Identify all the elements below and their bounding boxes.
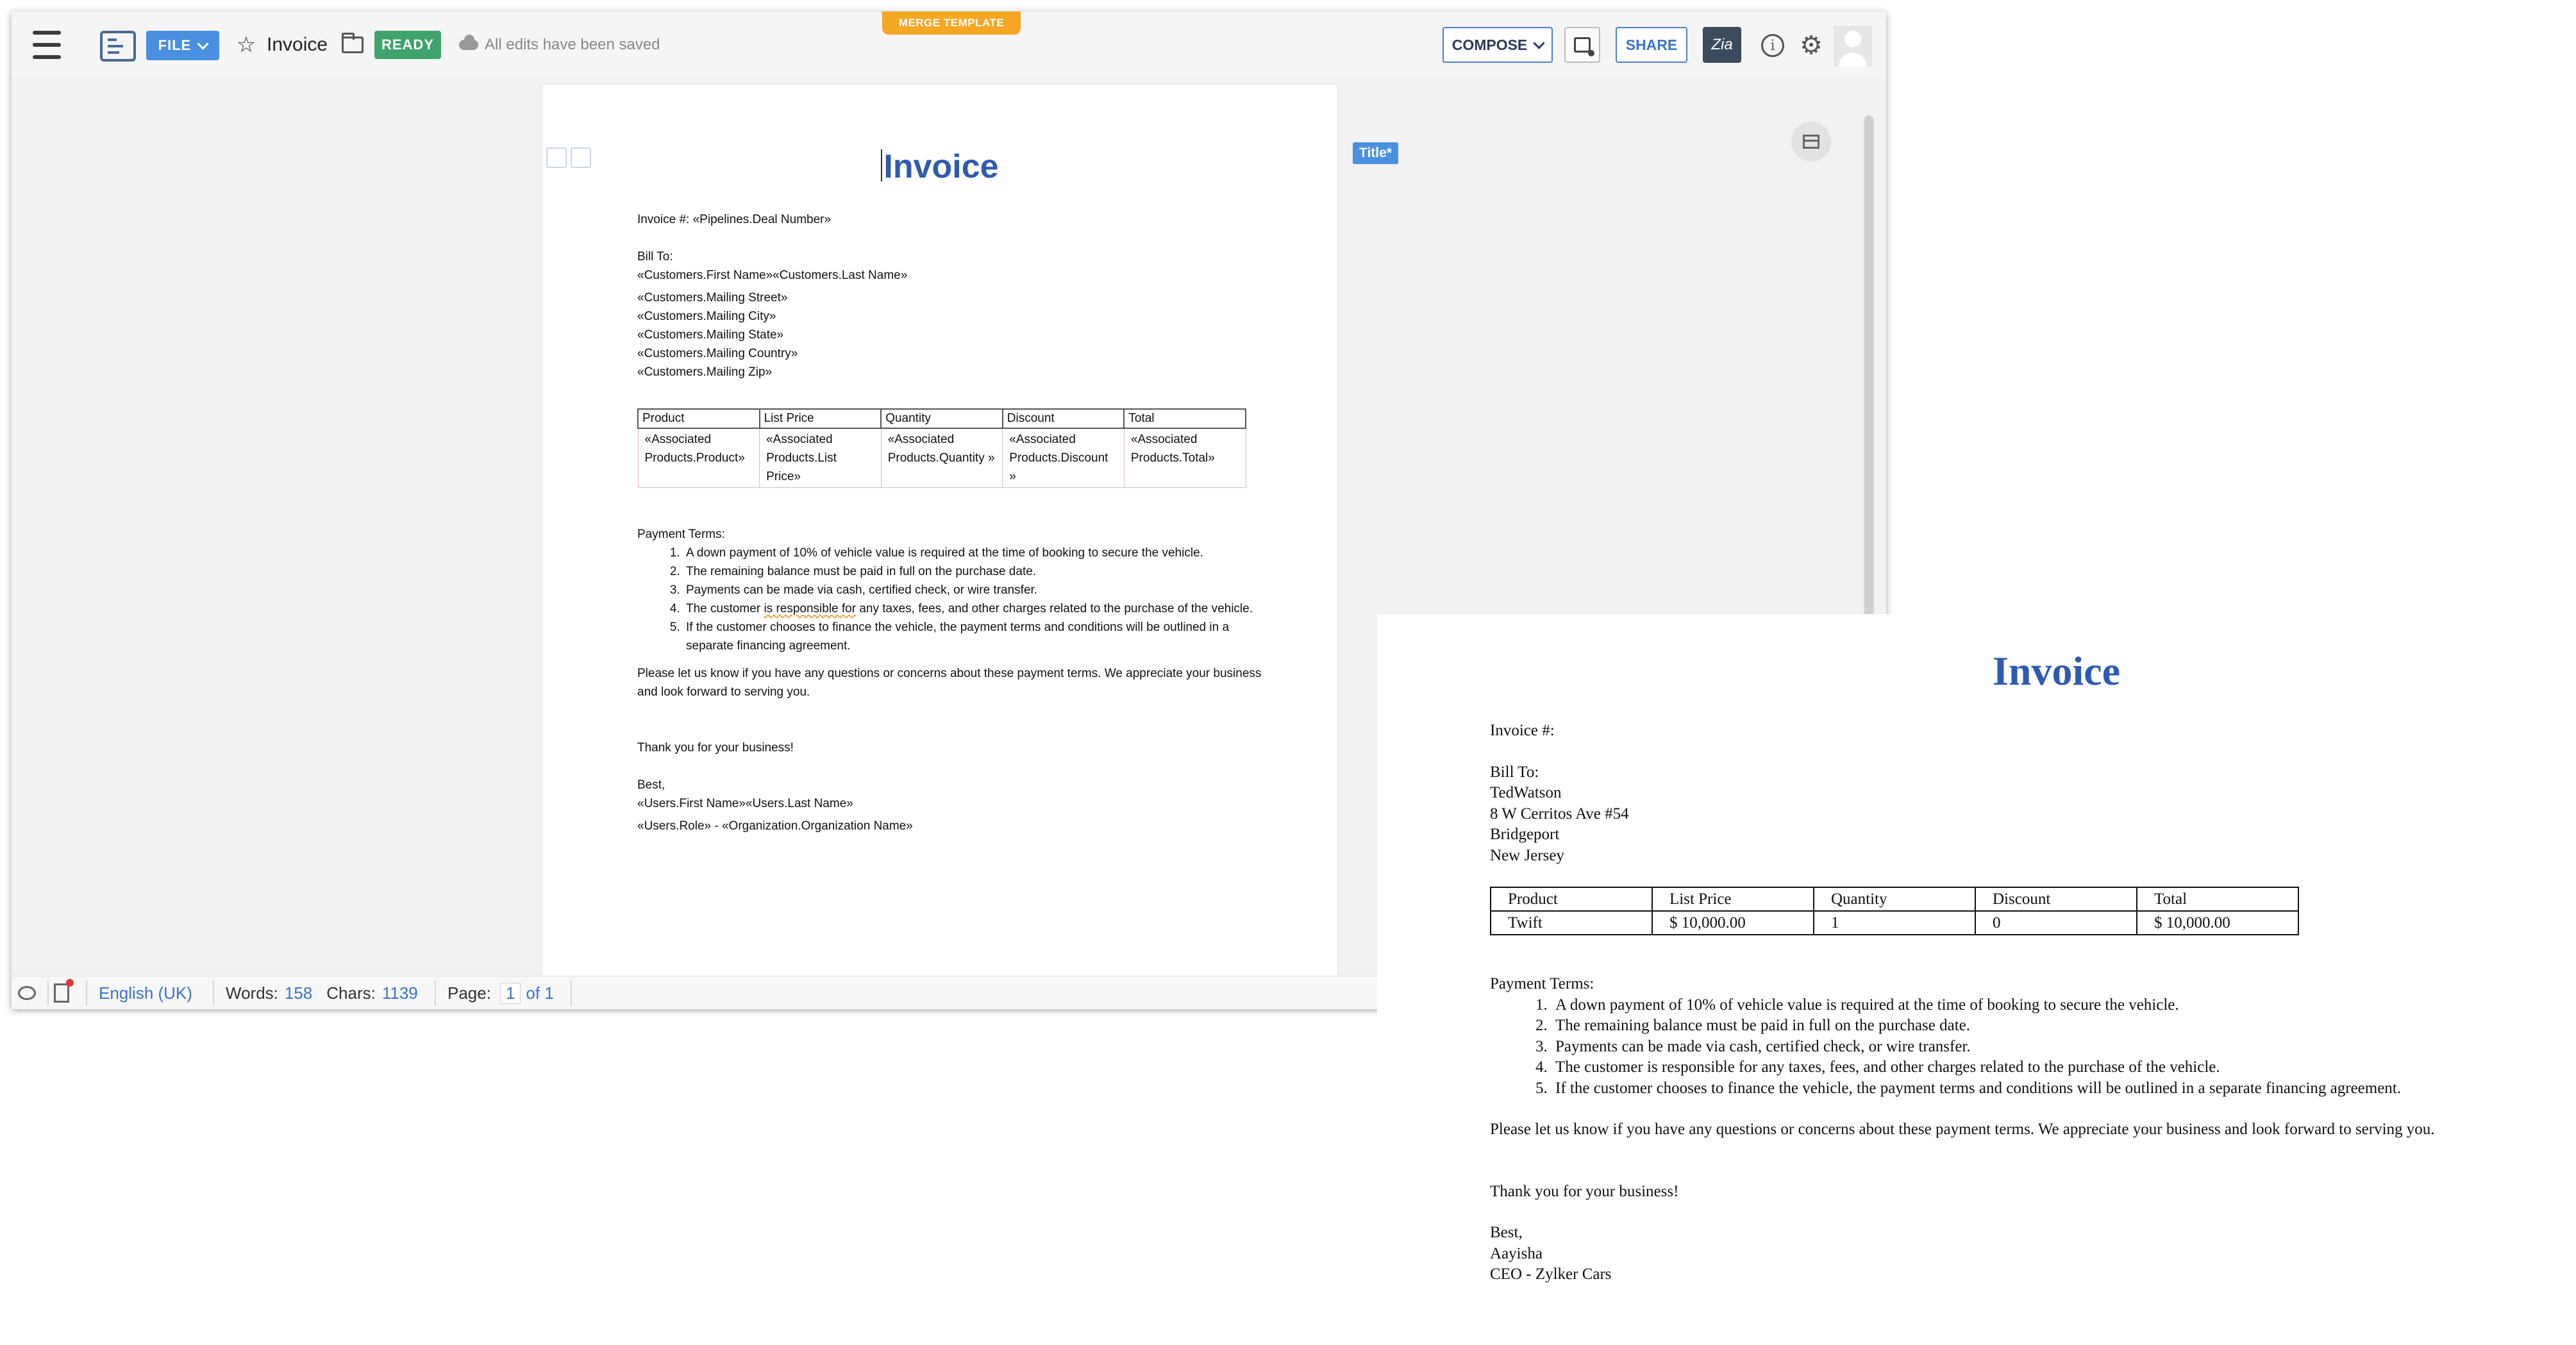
preview-signature-role: CEO - Zylker Cars xyxy=(1490,1266,1612,1283)
signature-name[interactable]: «Users.First Name»«Users.Last Name» xyxy=(637,797,853,810)
payment-terms-list[interactable] xyxy=(637,544,1266,655)
list-item-text: any taxes, fees, and other charges related to the purchase of the vehicle. xyxy=(856,602,1253,615)
hamburger-menu-icon[interactable] xyxy=(31,31,63,59)
document-body[interactable] xyxy=(637,210,1266,835)
bill-to-line[interactable]: «Customers.Mailing Country» xyxy=(637,347,798,360)
table-header-cell[interactable]: Product xyxy=(638,409,760,428)
bill-to-line[interactable]: «Customers.Mailing State» xyxy=(637,328,784,342)
heading-text[interactable]: Invoice xyxy=(883,148,999,185)
list-item: 2. The remaining balance must be paid in full on the purchase date. xyxy=(1551,1015,2573,1037)
comment-icon[interactable] xyxy=(18,976,41,1009)
table-header-cell[interactable]: Quantity xyxy=(881,409,1003,428)
preview-bill-to-line: 8 W Cerritos Ave #54 xyxy=(1490,805,1629,823)
preview-table-header-cell: Quantity xyxy=(1814,887,1975,911)
document-page[interactable] xyxy=(542,85,1337,978)
preview-table-header-cell: Product xyxy=(1491,887,1652,911)
preview-table-cell: Twift xyxy=(1491,911,1652,935)
preview-bill-to-line: New Jersey xyxy=(1490,846,1564,864)
table-header-cell[interactable]: Discount xyxy=(1003,409,1125,428)
track-changes-icon[interactable] xyxy=(54,976,77,1009)
best-line[interactable]: Best, xyxy=(637,778,665,792)
chevron-down-icon xyxy=(197,38,209,49)
preview-table-header-cell: Discount xyxy=(1975,887,2137,911)
merged-preview-panel xyxy=(1377,614,2576,1345)
closing-paragraph[interactable]: Please let us know if you have any questions or concerns about these payment terms. We appreciate your business and look forward to serving you. xyxy=(637,667,1262,699)
bill-to-line[interactable]: «Customers.Mailing Zip» xyxy=(637,365,773,379)
merge-template-badge: MERGE TEMPLATE xyxy=(882,12,1021,35)
share-button[interactable]: SHARE xyxy=(1616,27,1687,63)
thanks-line[interactable]: Thank you for your business! xyxy=(637,741,794,755)
table-cell[interactable]: «Associated Products.Total» xyxy=(1124,428,1246,488)
bill-to-line[interactable]: «Customers.First Name»«Customers.Last Name» xyxy=(637,269,908,282)
table-row xyxy=(638,428,1246,488)
preview-payment-terms-label: Payment Terms: xyxy=(1490,975,1594,992)
table-header-cell[interactable]: Total xyxy=(1124,409,1246,428)
preview-table-cell: $ 10,000.00 xyxy=(1652,911,1814,935)
chars-value: 1139 xyxy=(381,983,418,1003)
table-cell[interactable]: «Associated Products.Product» xyxy=(638,428,760,488)
file-menu-label: FILE xyxy=(158,37,192,53)
avatar[interactable] xyxy=(1834,26,1872,67)
title-style-tag[interactable]: Title* xyxy=(1353,142,1398,164)
preview-table-header-cell: List Price xyxy=(1652,887,1814,911)
page-label: Page: xyxy=(447,983,491,1003)
status-badge[interactable]: READY xyxy=(374,31,441,59)
table-cell[interactable]: «Associated Products.List Price» xyxy=(760,428,882,488)
top-toolbar xyxy=(12,12,1886,79)
chars-label: Chars: xyxy=(326,983,376,1003)
info-icon[interactable]: i xyxy=(1757,29,1789,62)
list-item-text: The customer xyxy=(686,602,764,615)
page-total: of 1 xyxy=(526,983,554,1003)
list-item[interactable]: 3. Payments can be made via cash, certified check, or wire transfer. xyxy=(683,581,1266,599)
products-table[interactable] xyxy=(637,408,1246,488)
payment-terms-label[interactable]: Payment Terms: xyxy=(637,528,725,541)
preview-payment-terms-list xyxy=(1490,995,2573,1099)
preview-table-header-row xyxy=(1491,887,2298,911)
bill-to-line[interactable]: «Customers.Mailing City» xyxy=(637,310,776,323)
text-cursor xyxy=(881,149,882,181)
table-row xyxy=(1491,911,2298,935)
list-item[interactable]: 5. If the customer chooses to finance the vehicle, the payment terms and conditions will be outlined in a separate financing agreement. xyxy=(683,618,1266,655)
document-heading xyxy=(542,147,1337,186)
invoice-number-line[interactable]: Invoice #: «Pipelines.Deal Number» xyxy=(637,213,832,226)
file-menu-button[interactable] xyxy=(146,31,219,60)
preview-invoice-line: Invoice #: xyxy=(1490,722,1555,739)
preview-table-header-cell: Total xyxy=(2137,887,2298,911)
folder-icon[interactable] xyxy=(337,31,368,59)
list-item: 3. Payments can be made via cash, certified check, or wire transfer. xyxy=(1551,1037,2573,1058)
preview-bill-to-label: Bill To: xyxy=(1490,763,1539,781)
list-item[interactable]: 1. A down payment of 10% of vehicle value is required at the time of booking to secure the vehicle. xyxy=(683,544,1266,562)
preview-title-text: Invoice xyxy=(1993,648,2121,694)
compose-button[interactable] xyxy=(1443,27,1553,63)
signature-role[interactable]: «Users.Role» - «Organization.Organization Name» xyxy=(637,819,913,833)
preview-bill-to-line: TedWatson xyxy=(1490,784,1562,801)
word-count[interactable] xyxy=(226,976,418,1009)
preview-thanks-line: Thank you for your business! xyxy=(1490,1182,1679,1200)
preview-signature-name: Aayisha xyxy=(1490,1244,1543,1262)
preview-table-cell: $ 10,000.00 xyxy=(2137,911,2298,935)
compose-label: COMPOSE xyxy=(1451,36,1528,53)
page-number-input[interactable]: 1 xyxy=(500,983,521,1004)
list-item[interactable]: 2. The remaining balance must be paid in full on the purchase date. xyxy=(683,562,1266,581)
bill-to-label[interactable]: Bill To: xyxy=(637,250,673,263)
preview-table-cell: 0 xyxy=(1975,911,2137,935)
star-icon[interactable]: ☆ xyxy=(236,33,256,57)
cloud-icon xyxy=(458,33,480,56)
chevron-down-icon xyxy=(1534,37,1545,49)
zia-assistant-button[interactable]: Zia xyxy=(1703,27,1741,63)
list-item: 5. If the customer chooses to finance the vehicle, the payment terms and conditions will be outlined in a separate financing agreement. xyxy=(1551,1078,2573,1099)
list-item[interactable] xyxy=(683,599,1266,618)
page-indicator[interactable] xyxy=(447,976,554,1009)
table-cell[interactable]: «Associated Products.Discount » xyxy=(1003,428,1125,488)
table-header-cell[interactable]: List Price xyxy=(760,409,882,428)
table-header-row xyxy=(638,409,1246,428)
language-selector[interactable]: English (UK) xyxy=(99,983,192,1003)
scrollbar-thumb[interactable] xyxy=(1864,115,1873,641)
table-cell[interactable]: «Associated Products.Quantity » xyxy=(881,428,1003,488)
words-label: Words: xyxy=(226,983,278,1003)
words-value: 158 xyxy=(284,983,313,1003)
preview-products-table xyxy=(1490,887,2299,935)
preview-best-line: Best, xyxy=(1490,1224,1523,1241)
preview-table-cell: 1 xyxy=(1814,911,1975,935)
bill-to-line[interactable]: «Customers.Mailing Street» xyxy=(637,291,788,305)
document-icon[interactable] xyxy=(100,31,136,62)
preview-bill-to-line: Bridgeport xyxy=(1490,826,1560,843)
preview-body xyxy=(1490,721,2573,1285)
gear-icon[interactable]: ⚙ xyxy=(1800,31,1823,60)
notification-icon[interactable] xyxy=(1564,27,1600,63)
grammar-suggestion[interactable]: is responsible for xyxy=(764,602,857,615)
list-item: 4. The customer is responsible for any taxes, fees, and other charges related to the purchase of the vehicle. xyxy=(1551,1057,2573,1078)
save-status-text: All edits have been saved xyxy=(485,36,660,53)
document-title[interactable]: Invoice xyxy=(267,34,328,55)
page-layout-icon[interactable] xyxy=(1791,122,1831,162)
preview-closing-paragraph: Please let us know if you have any questions or concerns about these payment terms. We appreciate your business and look forward to serving you. xyxy=(1490,1121,2435,1138)
list-item: 1. A down payment of 10% of vehicle value is required at the time of booking to secure the vehicle. xyxy=(1551,995,2573,1016)
